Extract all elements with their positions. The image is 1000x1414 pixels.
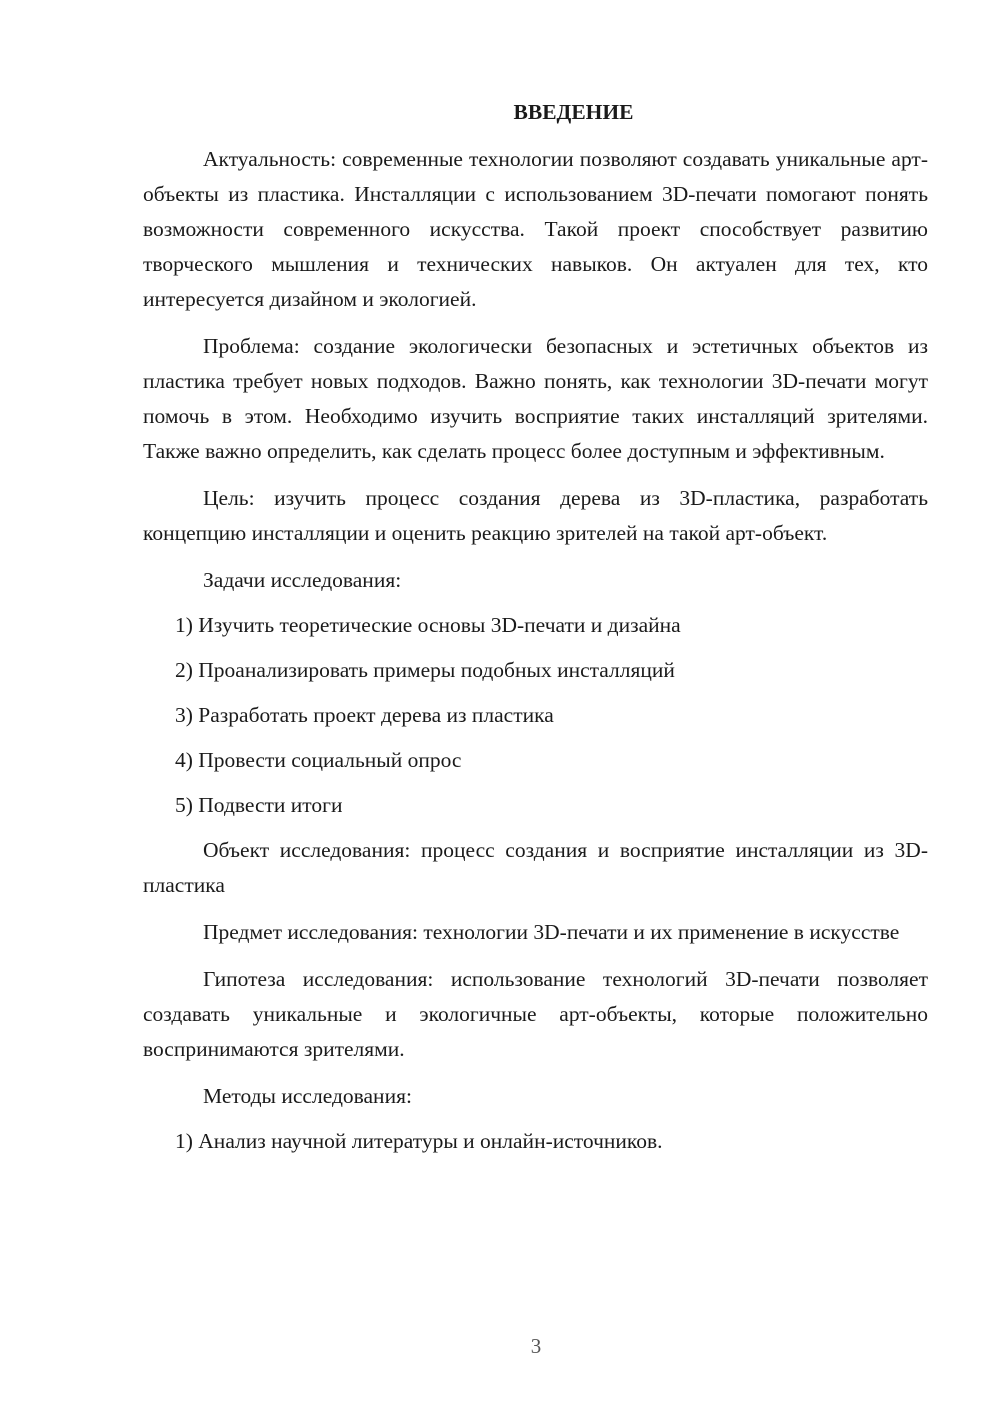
problem-paragraph: Проблема: создание экологически безопасных и эстетичных объектов из пластика требует новых подходов. Важно понять, как технологии 3D-печати могут помочь в этом. Необходимо изучить восприятие таких инсталляций зрителями. Также важно определить, как сделать процесс более доступным и эффективным. (143, 334, 928, 463)
document-page (143, 95, 928, 1169)
task-item: 1) Изучить теоретические основы 3D-печати и дизайна (175, 613, 681, 637)
subject-paragraph: Предмет исследования: технологии 3D-печати и их применение в искусстве (203, 920, 900, 944)
tasks-heading: Задачи исследования: (203, 568, 402, 592)
relevance-paragraph: Актуальность: современные технологии позволяют создавать уникальные арт-объекты из пластика. Инсталляции с использованием 3D-печати помогают понять возможности современного искусства. Такой проект способствует развитию творческого мышления и технических навыков. Он актуален для тех, кто интересуется дизайном и экологией. (143, 147, 928, 311)
page-number: 3 (530, 1334, 542, 1358)
method-item: 1) Анализ научной литературы и онлайн-источников. (175, 1129, 663, 1153)
task-item: 5) Подвести итоги (175, 793, 343, 817)
goal-paragraph: Цель: изучить процесс создания дерева из 3D-пластика, разработать концепцию инсталляции и оценить реакцию зрителей на такой арт-объект. (143, 486, 928, 545)
object-paragraph: Объект исследования: процесс создания и восприятие инсталляции из 3D-пластика (143, 838, 928, 897)
task-item: 4) Провести социальный опрос (175, 748, 462, 772)
section-title: ВВЕДЕНИЕ (513, 100, 634, 124)
methods-heading: Методы исследования: (203, 1084, 412, 1108)
hypothesis-paragraph: Гипотеза исследования: использование технологий 3D-печати позволяет создавать уникальные и экологичные арт-объекты, которые положительно воспринимаются зрителями. (143, 967, 928, 1061)
task-item: 3) Разработать проект дерева из пластика (175, 703, 554, 727)
task-item: 2) Проанализировать примеры подобных инсталляций (175, 658, 675, 682)
